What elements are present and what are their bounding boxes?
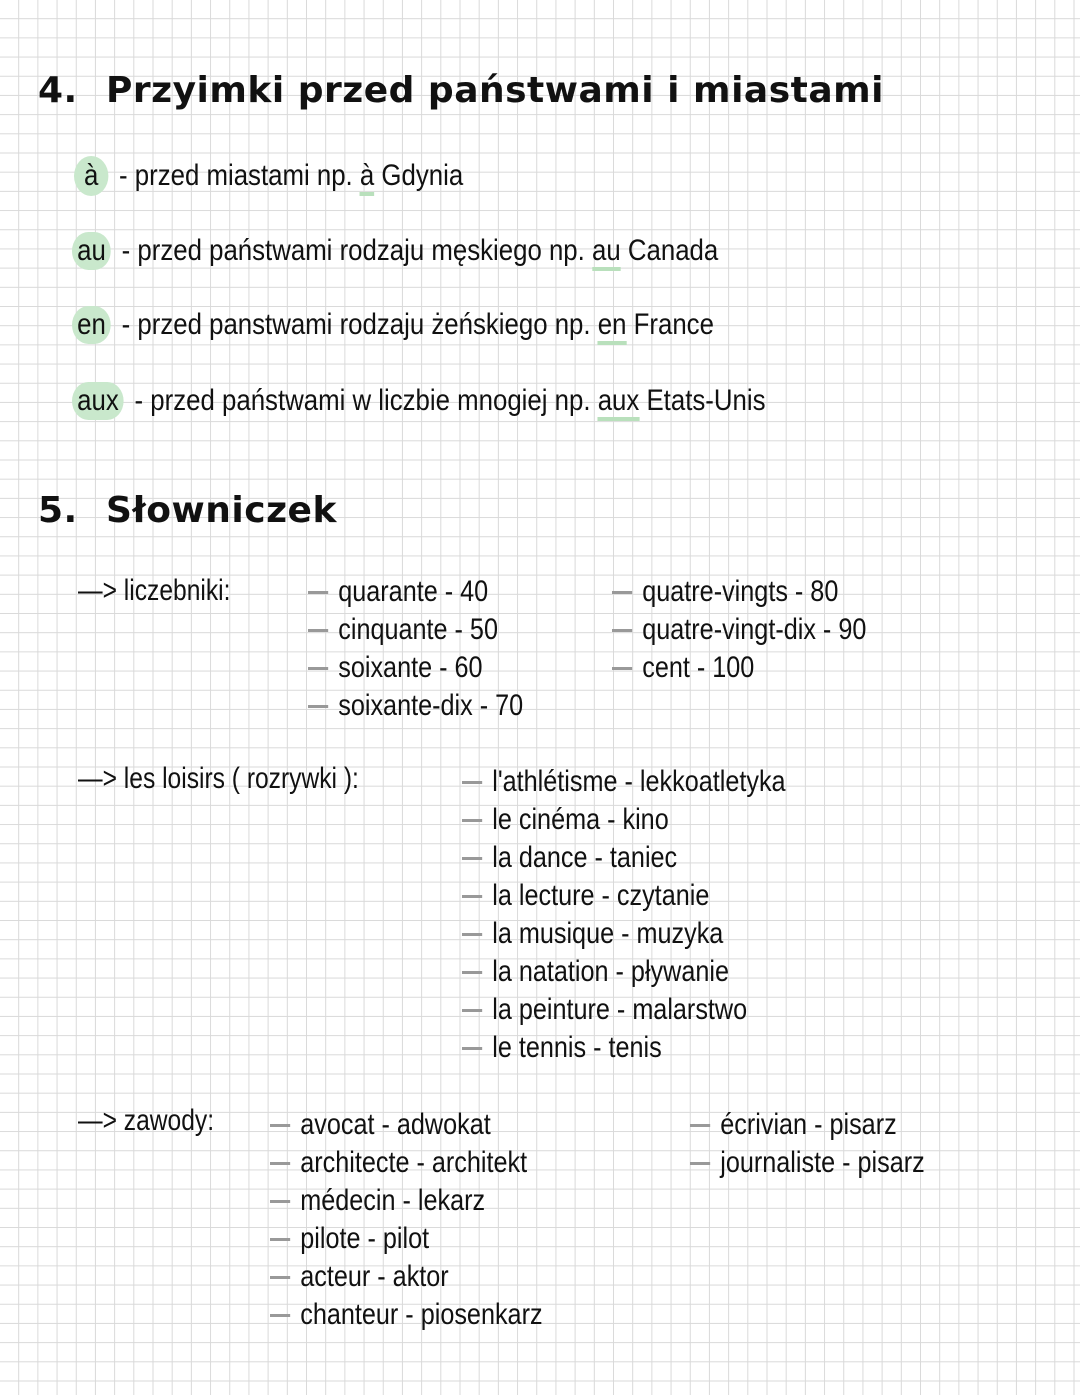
list-item: quatre-vingts - 80 (612, 573, 866, 611)
prep-highlight: à (74, 156, 108, 196)
list-item: écrivian - pisarz (690, 1106, 925, 1144)
numbers-label: —> liczebniki: (78, 574, 231, 607)
section-4-heading (38, 70, 884, 111)
section-4-number: 4. (38, 70, 78, 111)
prep-description: - przed państwami rodzaju męskiego np. (114, 234, 592, 267)
list-item: la natation - pływanie (462, 953, 786, 991)
list-item: chanteur - piosenkarz (270, 1296, 543, 1334)
example-prep: en (598, 308, 627, 345)
section-5-heading (38, 490, 337, 531)
prep-highlight: en (72, 306, 111, 344)
list-item: le cinéma - kino (462, 801, 786, 839)
list-item: pilote - pilot (270, 1220, 543, 1258)
example-prep: à (360, 159, 374, 196)
leisure-list (462, 763, 786, 1067)
list-item: le tennis - tenis (462, 1029, 786, 1067)
list-item: soixante-dix - 70 (308, 687, 523, 725)
prep-description: - przed panstwami rodzaju żeńskiego np. (114, 308, 598, 341)
list-item: avocat - adwokat (270, 1106, 543, 1144)
list-item: la dance - taniec (462, 839, 786, 877)
prep-row-aux (72, 382, 765, 420)
list-item: quarante - 40 (308, 573, 523, 611)
prep-highlight: aux (72, 382, 124, 420)
list-item: soixante - 60 (308, 649, 523, 687)
section-5-number: 5. (38, 490, 78, 531)
prep-row-au (72, 232, 718, 270)
example-prep: au (592, 234, 621, 271)
example-place: Etats-Unis (639, 384, 766, 417)
section-5-title: Słowniczek (106, 490, 337, 531)
list-item: la lecture - czytanie (462, 877, 786, 915)
prep-description: - przed państwami w liczbie mnogiej np. (127, 384, 598, 417)
jobs-list-1 (270, 1106, 543, 1334)
example-place: Canada (620, 234, 719, 267)
list-item: la peinture - malarstwo (462, 991, 786, 1029)
leisure-label: —> les loisirs ( rozrywki ): (78, 762, 359, 795)
list-item: acteur - aktor (270, 1258, 543, 1296)
prep-row-a (74, 156, 463, 196)
list-item: cinquante - 50 (308, 611, 523, 649)
list-item: architecte - architekt (270, 1144, 543, 1182)
jobs-label: —> zawody: (78, 1104, 215, 1137)
prep-row-en (72, 306, 714, 344)
list-item: l'athlétisme - lekkoatletyka (462, 763, 786, 801)
example-place: Gdynia (374, 159, 464, 192)
numbers-list-2 (612, 573, 866, 687)
list-item: médecin - lekarz (270, 1182, 543, 1220)
prep-highlight: au (72, 232, 111, 270)
numbers-list-1 (308, 573, 523, 725)
example-place: France (626, 308, 714, 341)
prep-description: - przed miastami np. (111, 159, 360, 192)
list-item: cent - 100 (612, 649, 866, 687)
list-item: journaliste - pisarz (690, 1144, 925, 1182)
section-4-title: Przyimki przed państwami i miastami (106, 70, 884, 111)
list-item: quatre-vingt-dix - 90 (612, 611, 866, 649)
list-item: la musique - muzyka (462, 915, 786, 953)
jobs-list-2 (690, 1106, 925, 1182)
example-prep: aux (598, 384, 640, 421)
